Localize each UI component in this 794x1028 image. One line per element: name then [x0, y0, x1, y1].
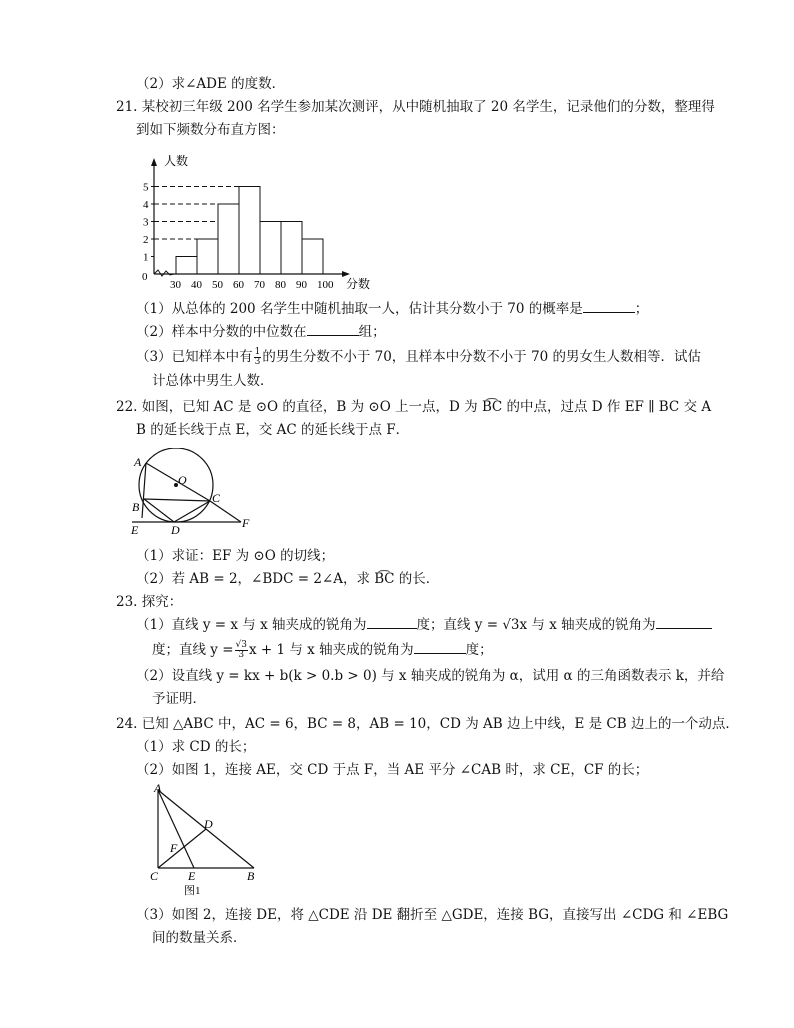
histogram-bar [302, 239, 323, 274]
line-ab [142, 463, 146, 518]
histogram-chart [140, 150, 370, 295]
q23-part1-b: 度；直线 y = √3x 与 x 轴夹成的锐角为 [416, 617, 656, 633]
q21-part3-line1 [136, 348, 701, 367]
answer-blank[interactable] [414, 641, 466, 654]
q21-part1-text: （1）从总体的 200 名学生中随机抽取一人，估计其分数小于 70 的概率是 [136, 301, 583, 317]
histogram-bar [218, 204, 239, 274]
x-tick-label: 90 [296, 279, 307, 291]
histogram-bar [281, 222, 302, 275]
label-o: O [178, 473, 187, 487]
x-tick-label: 100 [317, 279, 334, 291]
label-a: A [134, 455, 142, 469]
label-d: D [171, 523, 180, 537]
y-axis-arrow [151, 158, 157, 166]
histogram-bar [239, 187, 260, 275]
x-tick-label: 40 [191, 279, 202, 291]
y-tick-label: 2 [143, 234, 149, 246]
answer-blank[interactable] [367, 616, 417, 629]
q23-part1-c: 度；直线 y = [152, 642, 234, 658]
q20-part2: （2）求∠ADE 的度数． [136, 76, 286, 92]
q21-part2 [136, 323, 386, 341]
q21-part3-text-a: （3）已知样本中有 [136, 349, 253, 365]
q24-figure-1 [146, 784, 266, 899]
q23-stem: 23. 探究： [116, 594, 183, 610]
q21-part2-text: （2）样本中分数的中位数在 [136, 324, 307, 340]
x-tick-label: 30 [170, 279, 181, 291]
x-tick-label: 70 [254, 279, 265, 291]
axis-break [154, 270, 174, 276]
label-c: C [212, 491, 221, 505]
fraction-one-third: $\frac{1}{3}$ [254, 347, 261, 367]
q23-part1-e: 度； [465, 642, 493, 658]
q21-part3-text-b: 的男生分数不小于 70，且样本中分数不小于 70 的男女生人数相等．试估 [262, 349, 702, 365]
chord-bc [144, 499, 210, 501]
histogram-bar [260, 222, 281, 275]
q21-stem-line2: 到如下频数分布直方图： [136, 122, 285, 138]
q22-part1: （1）求证：EF 为 ⊙O 的切线； [136, 548, 335, 564]
y-tick-label: 1 [143, 251, 149, 264]
label-f: F [170, 841, 178, 855]
answer-blank[interactable] [307, 323, 359, 336]
label-a: A [154, 784, 162, 795]
q21-part1 [136, 300, 648, 318]
label-c: C [150, 869, 159, 883]
q24-part3-line2: 间的数量关系． [152, 930, 247, 946]
label-e: E [131, 523, 139, 537]
q22-stem-line2: B 的延长线于点 E，交 AC 的延长线于点 F． [136, 422, 410, 438]
x-tick-label: 50 [212, 279, 223, 291]
x-tick-label: 80 [275, 279, 286, 291]
q23-part1-line1 [136, 616, 712, 634]
y-tick-label: 3 [143, 216, 149, 229]
median-cd [158, 829, 206, 868]
label-b: B [247, 869, 255, 883]
q22-figure [128, 448, 258, 543]
answer-blank[interactable] [656, 616, 712, 629]
q24-part3-line1: （3）如图 2，连接 DE，将 △CDE 沿 DE 翻折至 △GDE，连接 BG，直接写出 ∠CDG 和 ∠EBG [136, 907, 729, 923]
label-f: F [242, 516, 250, 530]
q21-stem-line1: 21. 某校初三年级 200 名学生参加某次测评，从中随机抽取了 20 名学生，记录他们的分数，整理得 [116, 99, 715, 115]
histogram-bar [197, 239, 218, 274]
label-b: B [132, 500, 140, 514]
q23-part1-d: x + 1 与 x 轴夹成的锐角为 [249, 642, 414, 658]
q24-part2: （2）如图 1，连接 AE，交 CD 于点 F，当 AE 平分 ∠CAB 时，求 CE，CF 的长； [136, 762, 649, 778]
q24-part1: （1）求 CD 的长； [136, 739, 256, 755]
histogram-bar [176, 257, 197, 275]
label-e: E [188, 869, 196, 883]
q22-stem-line1: 22. 如图，已知 AC 是 ⊙O 的直径，B 为 ⊙O 上一点，D 为 B͡C 的中点，过点 D 作 EF ∥ BC 交 A [116, 399, 712, 415]
q21-part2-end: 组； [358, 324, 386, 340]
q21-part1-end: ； [634, 301, 649, 317]
q21-part3-line2: 计总体中男生人数． [152, 373, 274, 389]
x-tick-label: 60 [233, 279, 244, 291]
q22-part2: （2）若 AB = 2，∠BDC = 2∠A，求 B͡C 的长． [136, 571, 440, 587]
q23-part1-line2 [152, 641, 493, 660]
answer-blank[interactable] [583, 300, 635, 313]
label-d: D [204, 817, 213, 831]
q23-part2-line1: （2）设直线 y = kx + b(k > 0.b > 0) 与 x 轴夹成的锐角为 α，试用 α 的三角函数表示 k，并给 [136, 668, 725, 684]
q23-part1-a: （1）直线 y = x 与 x 轴夹成的锐角为 [136, 617, 367, 633]
figure-caption: 图1 [184, 885, 201, 897]
segment-ae [158, 790, 194, 868]
y-axis-label: 人数 [164, 154, 189, 168]
q24-stem: 24. 已知 △ABC 中，AC = 6，BC = 8，AB = 10，CD 为 AB 边上中线，E 是 CB 边上的一个动点． [116, 716, 739, 732]
y-tick-label: 5 [143, 181, 149, 194]
q23-part2-line2: 予证明． [152, 691, 206, 707]
y-tick-label: 4 [143, 199, 149, 211]
fraction-sqrt3-over-3: $\frac{√3}{3}$ [235, 640, 247, 660]
origin-label: 0 [142, 271, 148, 283]
x-axis-label: 分数 [346, 277, 370, 291]
